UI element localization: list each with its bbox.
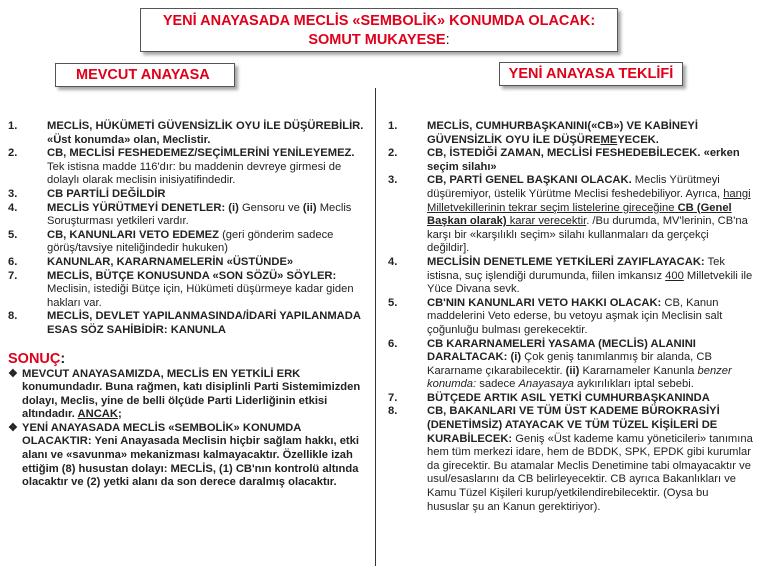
- column-divider: [375, 88, 376, 566]
- left-item-7: [8, 270, 366, 311]
- item-heading: YECEK.: [617, 133, 659, 146]
- right-item-4: [388, 256, 753, 297]
- new-constitution-proposal-label: YENİ ANAYASA TEKLİFİ: [499, 62, 683, 86]
- item-heading: CB PARTİLİ DEĞİLDİR: [47, 187, 166, 200]
- item-underlined-bold-text: CB (Genel Başkan olarak): [427, 201, 732, 228]
- item-number: 8.: [8, 310, 18, 323]
- item-text: CB, Kanun maddelerini Veto ederse, bu vetoyu aşmak için Meclisin salt çoğunluğu bulması gerekecektir.: [427, 296, 723, 336]
- item-number: 2.: [8, 147, 18, 160]
- item-heading: MECLİS YÜRÜTMEYİ DENETLER:: [47, 201, 229, 214]
- item-text: Milletvekili ile Yüce Divana sevk.: [427, 269, 753, 296]
- item-underlined-text: karar verecektir: [506, 215, 587, 228]
- item-number: 4.: [388, 255, 398, 268]
- conclusion-heading: [8, 350, 366, 368]
- item-text: Meclisin, istediği Bütçe için, Hükümeti düşürmeye kadar giden hakları var.: [47, 283, 354, 309]
- item-text: Tek istisna madde 116'dır: bu maddenin devreye girmesi de dolaylı olarak meclisin inisiyatifindedir.: [47, 160, 342, 187]
- item-text: Tek istisna, suç işlendiği durumunda, fiilen imkansız: [427, 255, 725, 282]
- new-constitution-column: [388, 120, 753, 514]
- item-text: aykırılıkları iptal sebebi.: [573, 378, 694, 391]
- right-item-8: [388, 405, 753, 514]
- item-number: 6.: [8, 255, 18, 268]
- left-item-5: [8, 229, 366, 256]
- item-number: 3.: [388, 174, 398, 187]
- item-italic-text: Anayasaya: [518, 378, 574, 391]
- right-item-1: [388, 120, 753, 147]
- item-heading: CB KARARNAMELERİ YASAMA (MECLİS) ALANINI DARALTACAK:: [427, 337, 696, 364]
- item-number: 2.: [388, 147, 398, 160]
- title-line1: YENİ ANAYASADA MECLİS «SEMBOLİK» KONUMDA OLACAK:: [162, 13, 596, 29]
- item-heading: CB, İSTEDİĞİ ZAMAN, MECLİSİ FESHEDEBİLECEK. «erken seçim silahı»: [427, 147, 740, 173]
- conclusion-bullet-2: [8, 422, 366, 490]
- item-underlined-text: hangi Milletvekillerinin tekrar seçim listelerine gireceğine: [427, 187, 751, 214]
- item-underlined-text: ME: [600, 133, 618, 146]
- item-text: sadece: [476, 378, 519, 391]
- diamond-bullet-icon: ❖: [8, 421, 19, 434]
- left-item-1: [8, 120, 366, 147]
- right-item-5: [388, 297, 753, 338]
- item-heading: CB, MECLİSİ FESHEDEMEZ/SEÇİMLERİNİ YENİLEYEMEZ.: [47, 147, 355, 160]
- item-text: Meclis Yürütmeyi düşüremiyor, üstelik Yürütme Meclisi feshedebiliyor. Ayrıca,: [427, 174, 724, 200]
- item-number: 1.: [388, 120, 398, 132]
- item-number: 1.: [8, 120, 18, 132]
- item-underlined-text: 400: [665, 269, 684, 282]
- item-number: 8.: [388, 405, 398, 418]
- item-heading: MECLİSİN DENETLEME YETKİLERİ ZAYIFLAYACAK:: [427, 255, 705, 268]
- bullet-text: YENİ ANAYASADA MECLİS «SEMBOLİK» KONUMDA OLACAKTIR: Yeni Anayasada Meclisin hiçbir sağlam hakkı, etki alanı ve «savunma» mekanizması kalmayacaktır. Özellikle izah ettiğim (8) husustan dolayı: MECLİS, (1) CB'nın kontrolü altında olacaktır ve (2) yetki alanı da son derece daralmış olacaktır.: [22, 421, 359, 489]
- item-number: 7.: [8, 269, 18, 282]
- item-number: 4.: [8, 201, 18, 214]
- item-marker: (ii): [565, 364, 580, 377]
- item-text: Geniş «Üst kademe kamu yöneticileri» tanımına hem tüm merkezi idare, hem de BDDK, SPK, EPDK gibi kurumlar da girecektir. Bu atamalar Meclis Denetimine tabi olmayacaktır ve usul/esaslarını da CB belirleyecektir. CB ayrıca Bakanlıkları ve Kamu Tüzel Kişileri kurup/yetkilendirebilecektir. (Oysa bu hususlar şu an Kanun gerektiriyor).: [427, 432, 753, 513]
- item-heading: BÜTÇEDE ARTIK ASIL YETKİ CUMHURBAŞKANINDA: [427, 391, 710, 404]
- title-colon: :: [445, 32, 450, 48]
- item-number: 3.: [8, 187, 18, 200]
- item-heading: CB, BAKANLARI VE TÜM ÜST KADEME BÜROKRASİYİ (DENETİMSİZ) ATAYACAK VE TÜM TÜZEL KİŞİLERİ DE KURABİLECEK:: [427, 405, 720, 445]
- current-constitution-column: [8, 120, 366, 490]
- item-text: (geri gönderim sadece görüş/tavsiye niteliğindedir hukuken): [47, 228, 334, 255]
- bullet-text: MEVCUT ANAYASAMIZDA, MECLİS EN YETKİLİ ERK konumundadır. Buna rağmen, katı disiplinli Parti Sistemimizden dolayı, Meclis, yine de belli ölçüde Parti Liderliğinin etkisi altındadır.: [22, 367, 361, 421]
- item-marker: (i): [228, 201, 239, 214]
- item-italic-text: benzer konumda:: [427, 364, 732, 391]
- item-heading: CB'NIN KANUNLARI VETO HAKKI OLACAK:: [427, 296, 662, 309]
- conclusion-colon: :: [60, 350, 66, 367]
- conclusion-bullet-1: [8, 368, 366, 422]
- right-item-3: [388, 174, 753, 256]
- item-heading: CB, PARTİ GENEL BAŞKANI OLACAK.: [427, 174, 632, 187]
- item-number: 6.: [388, 337, 398, 350]
- left-item-3: [8, 188, 366, 202]
- item-heading: MECLİS, DEVLET YAPILANMASINDA/İDARİ YAPILANMADA ESAS SÖZ SAHİBİDİR: KANUNLA: [47, 310, 361, 336]
- left-item-4: [8, 202, 366, 229]
- bullet-underlined-text: ANCAK: [77, 408, 118, 421]
- left-item-6: [8, 256, 366, 270]
- right-item-2: [388, 147, 753, 174]
- item-text: Kararnameler Kanunla: [579, 364, 698, 377]
- item-marker: (ii): [302, 201, 317, 214]
- item-number: 7.: [388, 391, 398, 404]
- item-heading: KANUNLAR, KARARNAMELERİN «ÜSTÜNDE»: [47, 255, 294, 268]
- item-text: Gensoru ve: [238, 201, 303, 214]
- right-item-7: [388, 392, 753, 406]
- item-number: 5.: [388, 296, 398, 309]
- item-marker: (i): [507, 351, 522, 364]
- right-item-6: [388, 338, 753, 392]
- item-text: . /Bu durumda, MV'lerinin, CB'na karşı bir «karşılıklı seçim» silahı kullanmaları da gerçekçi değildir].: [427, 215, 748, 255]
- item-heading: MECLİS, HÜKÜMETİ GÜVENSİZLİK OYU İLE DÜŞÜREBİLİR. «Üst konumda» olan, Meclistir.: [47, 120, 364, 146]
- left-item-2: [8, 147, 366, 188]
- item-number: 5.: [8, 228, 18, 241]
- item-heading: CB, KANUNLARI VETO EDEMEZ: [47, 228, 219, 241]
- item-text: Çok geniş tanımlanmış bir alanda, CB Kararname çıkarabilecektir.: [427, 351, 712, 377]
- bullet-text: ;: [117, 408, 122, 421]
- item-heading: MECLİS, BÜTÇE KONUSUNDA «SON SÖZÜ» SÖYLER:: [47, 269, 337, 282]
- title-box: [140, 8, 618, 52]
- item-text: Meclis Soruşturması yetkileri vardır.: [47, 201, 352, 228]
- conclusion-label: SONUÇ: [8, 350, 61, 367]
- left-item-8: [8, 310, 366, 337]
- item-heading: MECLİS, CUMHURBAŞKANINI(«CB») VE KABİNEYİ GÜVENSİZLİK OYU İLE DÜŞÜRE: [427, 120, 699, 146]
- title-line2-text: SOMUT MUKAYESE: [308, 32, 446, 48]
- current-constitution-label: MEVCUT ANAYASA: [55, 63, 235, 87]
- title-line2: [141, 31, 617, 50]
- diamond-bullet-icon: ❖: [8, 367, 19, 380]
